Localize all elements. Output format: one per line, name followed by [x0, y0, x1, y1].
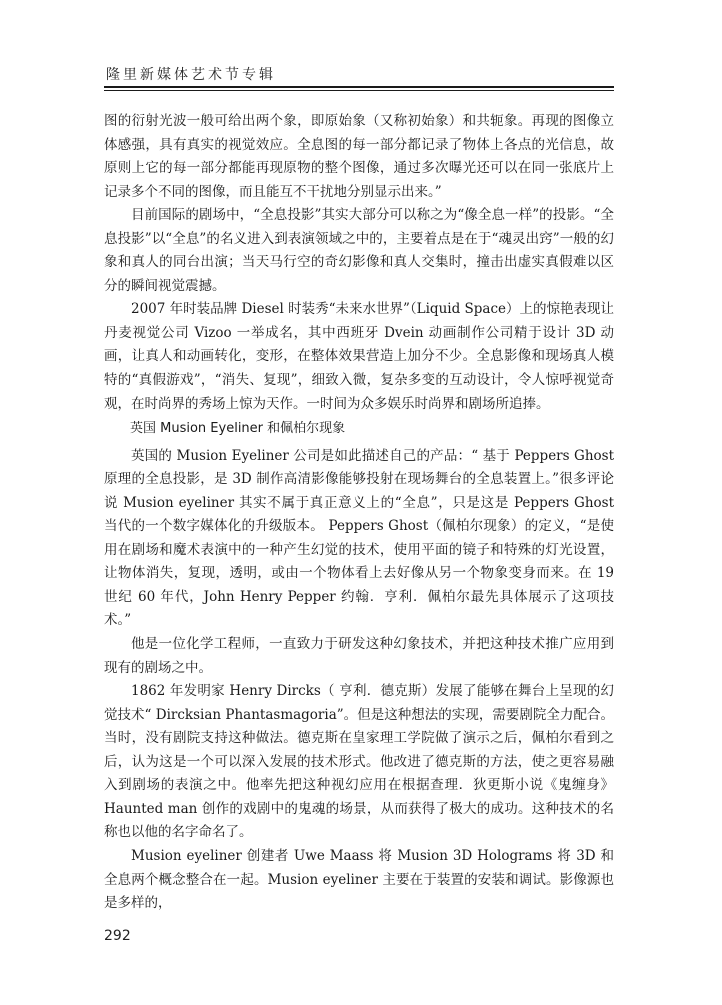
- paragraph: 英国的 Musion Eyeliner 公司是如此描述自己的产品：“ 基于 Peppers Ghost 原理的全息投影，是 3D 制作高清影像能够投射在现场舞台的全息装置上。”很多评论说 Musion eyeliner 其实不属于真正意义上的“全息”，只是这是 Peppers Ghost 当代的一个数字媒体化的升级版本。 Peppers Ghost（佩柏尔现象）的定义，“是使用在剧场和魔术表演中的一种产生幻觉的技术，使用平面的镜子和特殊的灯光设置，让物体消失，复现，透明，或由一个物体看上去好像从另一个物象变身而来。在 19 世纪 60 年代，John Henry Pepper 约翰．亨利．佩柏尔最先具体展示了这项技术。”: [104, 447, 614, 629]
- paragraph: 1862 年发明家 Henry Dircks（ 亨利．德克斯）发展了能够在舞台上呈现的幻觉技术“ Dircksian Phantasmagoria”。但是这种想法的实现，需要剧院全力配合。当时，没有剧院支持这种做法。德克斯在皇家理工学院做了演示之后，佩柏尔看到之后，认为这是一个可以深入发展的技术形式。他改进了德克斯的方法，使之更容易融入到剧场的表演之中。他率先把这种视幻应用在根据查理．狄更斯小说《鬼缠身》Haunted man 创作的戏剧中的鬼魂的场景，从而获得了极大的成功。这种技术的名称也以他的名字命名了。: [104, 683, 614, 841]
- paragraph: 目前国际的剧场中，“全息投影”其实大部分可以称之为“像全息一样”的投影。“全息投影”以“全息”的名义进入到表演领域之中的，主要着点是在于“魂灵出窍”一般的幻象和真人的同台出演；当天马行空的奇幻影像和真人交集时，撞击出虚实真假难以区分的瞬间视觉震撼。: [104, 207, 614, 294]
- page-number: 292: [104, 928, 131, 944]
- header-rule-thick: [104, 86, 614, 88]
- header-title: 隆里新媒体艺术节专辑: [106, 67, 276, 83]
- header-rule-thin: [104, 90, 614, 91]
- section-subheading: 英国 Musion Eyeliner 和佩柏尔现象: [130, 421, 346, 437]
- paragraph: 他是一位化学工程师，一直致力于研发这种幻象技术，并把这种技术推广应用到现有的剧场之中。: [104, 636, 614, 676]
- running-header: [104, 62, 614, 90]
- paragraph: 2007 年时装品牌 Diesel 时装秀“未来水世界”（Liquid Space）上的惊艳表现让丹麦视觉公司 Vizoo 一举成名，其中西班牙 Dvein 动画制作公司精于设计 3D 动画，让真人和动画转化，变形，在整体效果营造上加分不少。全息影像和现场真人模特的“真假游戏”，“消失、复现”，细致入微，复杂多变的互动设计，令人惊呼视觉奇观，在时尚界的秀场上惊为天作。一时间为众多娱乐时尚界和剧场所追捧。: [104, 301, 615, 412]
- paragraph-continued: 图的衍射光波一般可给出两个象，即原始象（又称初始象）和共轭象。再现的图像立体感强，具有真实的视觉效应。全息图的每一部分都记录了物体上各点的光信息，故原则上它的每一部分都能再现原物的整个图像，通过多次曝光还可以在同一张底片上记录多个不同的图像，而且能互不干扰地分别显示出来。”: [104, 113, 614, 200]
- paragraph: Musion eyeliner 创建者 Uwe Maass 将 Musion 3D Holograms 将 3D 和全息两个概念整合在一起。Musion eyeliner 主要在于装置的安装和调试。影像源也是多样的，: [104, 847, 614, 912]
- body-text: [104, 110, 614, 916]
